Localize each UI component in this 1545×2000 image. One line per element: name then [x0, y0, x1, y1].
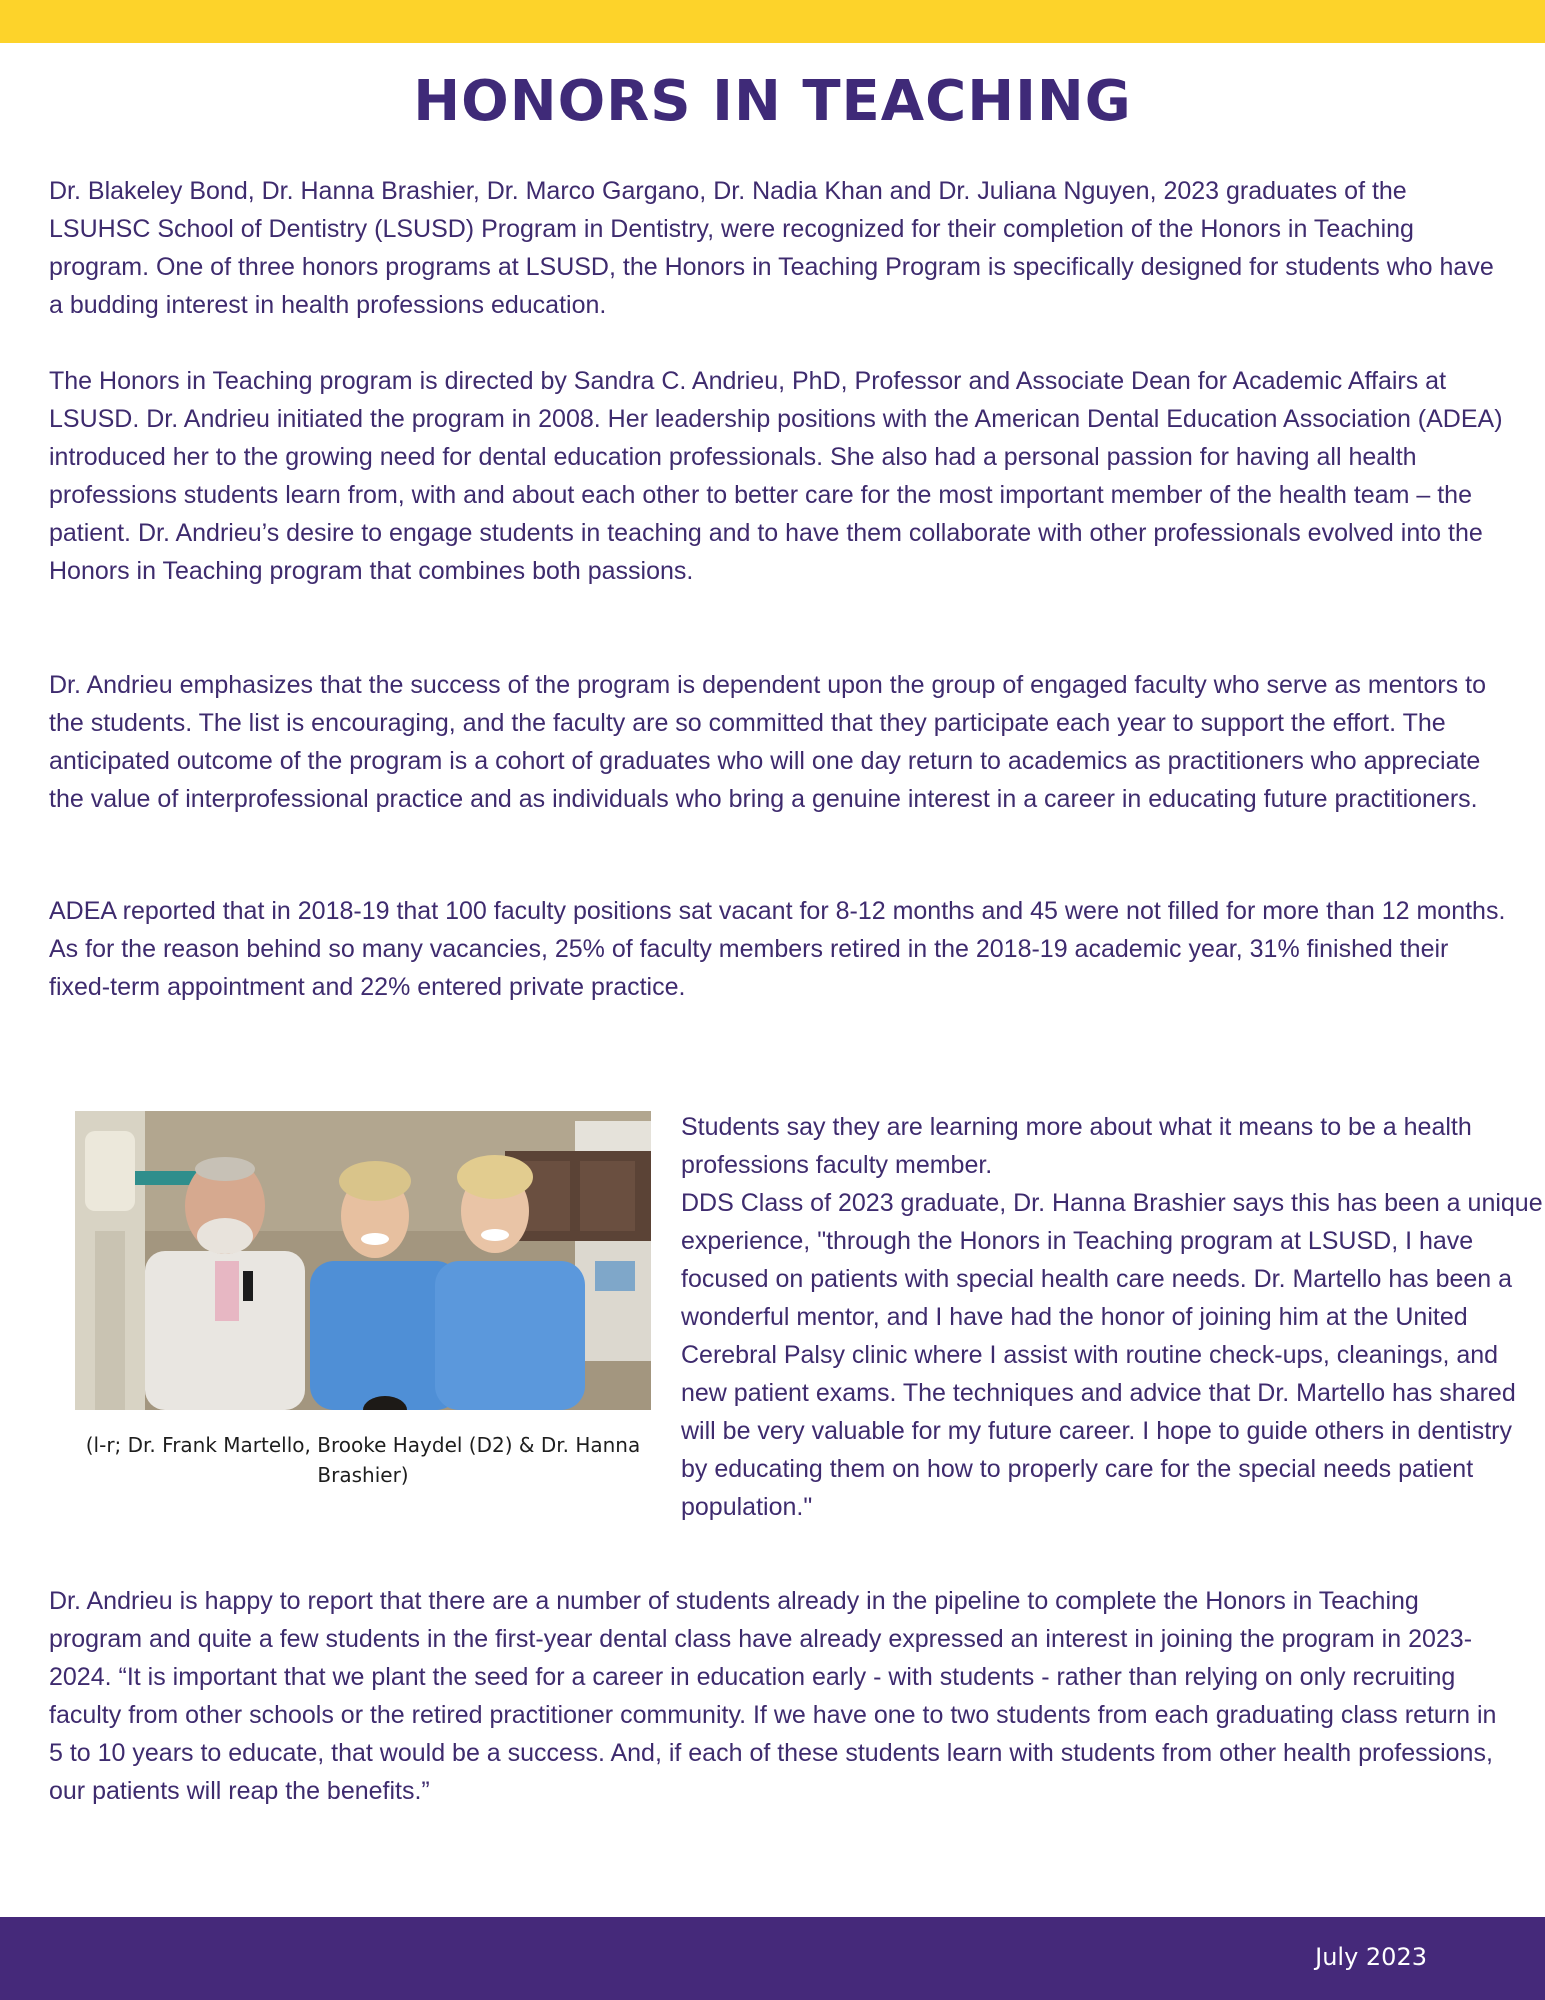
- paragraph-pipeline: Dr. Andrieu is happy to report that there are a number of students already in the pipeline to complete the Honors in Teaching program and quite a few students in the first-year dental class have already expressed an interest in joining the program in 2023-2024. “It is important that we plant the seed for a career in education early - with students - rather than relying on only recruiting faculty from other schools or the retired practitioner community. If we have one to two students from each graduating class return in 5 to 10 years to educate, that would be a success. And, if each of these students learn with students from other health professions, our patients will reap the benefits.”: [49, 1587, 1497, 1805]
- paragraph-student-learning: Students say they are learning more about what it means to be a health professions faculty member.: [681, 1113, 1472, 1179]
- paragraph-faculty-mentors: Dr. Andrieu emphasizes that the success of the program is dependent upon the group of engaged faculty who serve as mentors to the students. The list is encouraging, and the faculty are so committed that they participate each year to support the effort. The anticipated outcome of the program is a cohort of graduates who will one day return to academics as practitioners who appreciate the value of interprofessional practice and as individuals who bring a genuine interest in a career in educating future practitioners.: [49, 671, 1486, 813]
- paragraph-brashier-quote: DDS Class of 2023 graduate, Dr. Hanna Brashier says this has been a unique experience, "through the Honors in Teaching program at LSUSD, I have focused on patients with special health care needs. Dr. Martello has been a wonderful mentor, and I have had the honor of joining him at the United Cerebral Palsy clinic where I assist with routine check-ups, cleanings, and new patient exams. The techniques and advice that Dr. Martello has shared will be very valuable for my future career. I hope to guide others in dentistry by educating them on how to properly care for the special needs patient population.": [681, 1189, 1543, 1521]
- photo-caption: (l-r; Dr. Frank Martello, Brooke Haydel (D2) & Dr. Hanna Brashier): [85, 1433, 641, 1487]
- page-title: HONORS IN TEACHING: [413, 69, 1132, 134]
- paragraph-graduates: Dr. Blakeley Bond, Dr. Hanna Brashier, Dr. Marco Gargano, Dr. Nadia Khan and Dr. Juliana Nguyen, 2023 graduates of the LSUHSC School of Dentistry (LSUSD) Program in Dentistry, were recognized for their completion of the Honors in Teaching program. One of three honors programs at LSUSD, the Honors in Teaching Program is specifically designed for students who have a budding interest in health professions education.: [49, 177, 1494, 319]
- student-quote-section: [681, 1108, 1545, 1526]
- footer-bar: [0, 1917, 1545, 2000]
- top-accent-bar: [0, 0, 1545, 43]
- paragraph-adea-statistics: ADEA reported that in 2018-19 that 100 faculty positions sat vacant for 8-12 months and 45 were not filled for more than 12 months. As for the reason behind so many vacancies, 25% of faculty members retired in the 2018-19 academic year, 31% finished their fixed-term appointment and 22% entered private practice.: [49, 897, 1506, 1001]
- paragraph-program-director: The Honors in Teaching program is directed by Sandra C. Andrieu, PhD, Professor and Associate Dean for Academic Affairs at LSUSD. Dr. Andrieu initiated the program in 2008. Her leadership positions with the American Dental Education Association (ADEA) introduced her to the growing need for dental education professionals. She also had a personal passion for having all health professions students learn from, with and about each other to better care for the most important member of the health team – the patient. Dr. Andrieu’s desire to engage students in teaching and to have them collaborate with other professionals evolved into the Honors in Teaching program that combines both passions.: [49, 367, 1503, 585]
- footer-date: July 2023: [1315, 1943, 1427, 1971]
- group-photo: [75, 1111, 651, 1410]
